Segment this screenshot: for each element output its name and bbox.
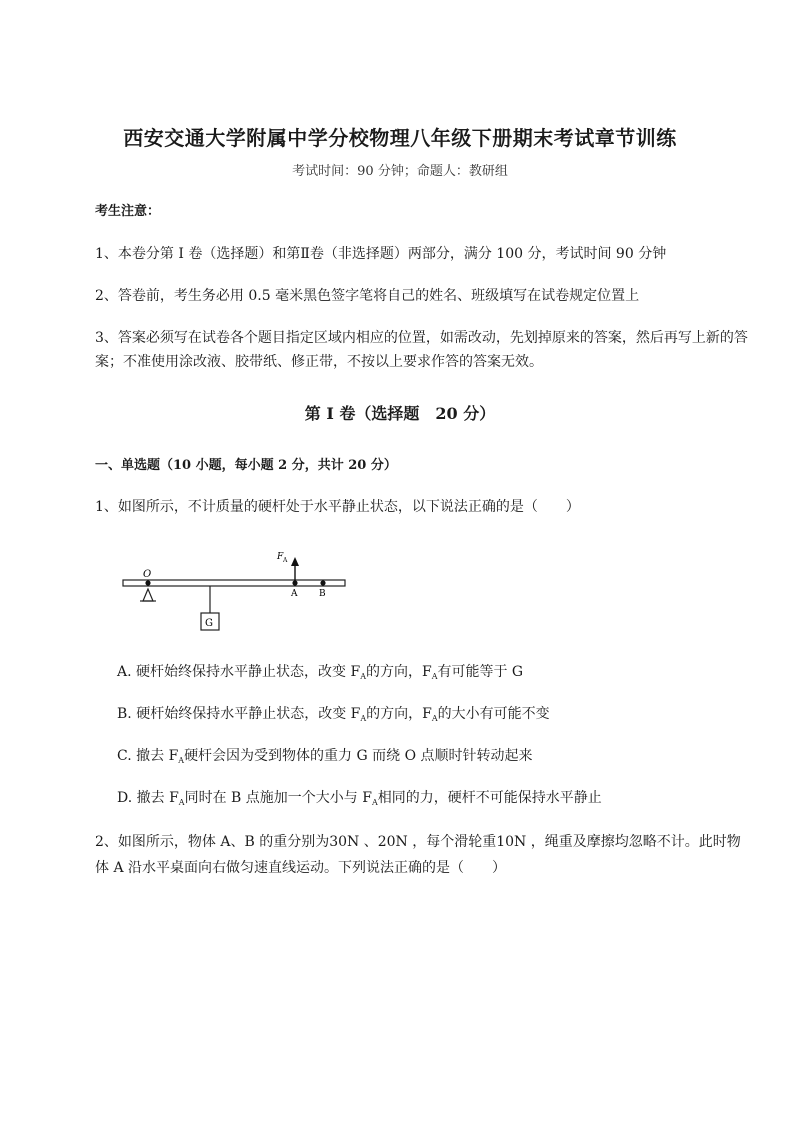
- label-b: B: [319, 589, 326, 599]
- notice-heading: 考生注意：: [95, 204, 161, 219]
- notice-item-3: 3、答案必须写在试卷各个题目指定区域内相应的位置，如需改动，先划掉原来的答案，然后再写上新的答案；不准使用涂改液、胶带纸、修正带，不按以上要求作答的答案无效。: [95, 330, 748, 370]
- lever-rod: [123, 580, 345, 586]
- label-fa-sub: A: [283, 557, 288, 564]
- label-a: A: [291, 589, 298, 599]
- label-g: G: [205, 618, 213, 629]
- question-2-stem: 2、如图所示，物体 A、B 的重分别为30N 、20N ，每个滑轮重10N ，绳重及摩擦均忽略不计。此时物体 A 沿水平桌面向右做匀速直线运动。下列说法正确的是（ ）: [95, 834, 741, 876]
- fulcrum-triangle: [143, 589, 153, 601]
- part-heading: 一、单选题（10 小题，每小题 2 分，共计 20 分）: [95, 458, 397, 473]
- point-b: [320, 580, 325, 585]
- question-1-stem: 1、如图所示，不计质量的硬杆处于水平静止状态，以下说法正确的是（ ）: [95, 499, 580, 515]
- section-title: 第 I 卷（选择题 20 分）: [304, 404, 496, 423]
- option-a: A. 硬杆始终保持水平静止状态，改变 $F_A$的方向，$F_A$有可能等于 G: [117, 664, 524, 681]
- label-o: O: [143, 569, 152, 580]
- option-c: C. 撤去 $F_A$硬杆会因为受到物体的重力 G 而绕 O 点顺时针转动起来: [117, 748, 533, 765]
- lever-figure: [115, 545, 355, 635]
- page-subtitle: 考试时间：90 分钟；命题人：教研组: [292, 164, 508, 179]
- option-b: B. 硬杆始终保持水平静止状态，改变 $F_A$的方向，$F_A$的大小有可能不变: [117, 706, 550, 723]
- page-title: 西安交通大学附属中学分校物理八年级下册期末考试章节训练: [123, 126, 677, 150]
- notice-item-1: 1、本卷分第 I 卷（选择题）和第Ⅱ卷（非选择题）两部分，满分 100 分，考试时间 90 分钟: [95, 246, 667, 262]
- label-fa: F: [277, 552, 284, 562]
- notice-item-2: 2、答卷前，考生务必用 0.5 毫米黑色签字笔将自己的姓名、班级填写在试卷规定位置上: [95, 288, 640, 304]
- force-arrow-head: [291, 557, 299, 566]
- option-d: D. 撤去 $F_A$同时在 B 点施加一个大小与 $F_A$相同的力，硬杆不可能保持水平静止: [117, 790, 602, 807]
- pivot-point: [145, 580, 150, 585]
